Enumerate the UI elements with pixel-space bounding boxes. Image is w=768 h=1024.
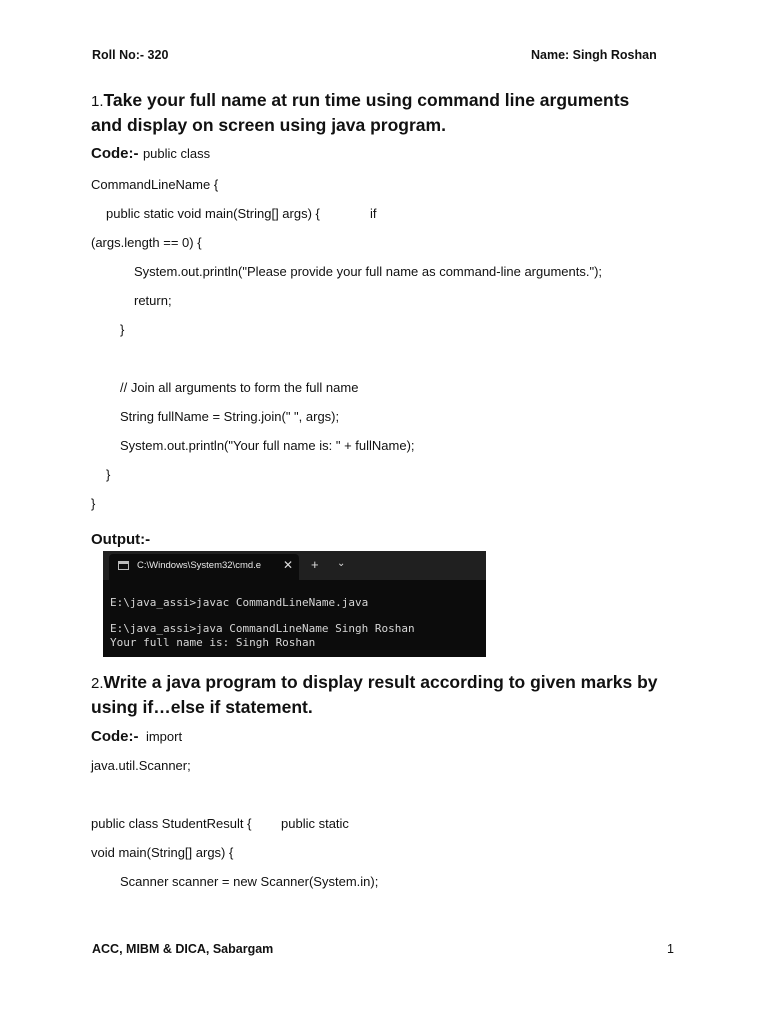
q2-title-text: Write a java program to display result according to given marks by: [103, 672, 658, 692]
code-line: (args.length == 0) {: [91, 235, 202, 250]
chevron-down-icon: ⌄: [337, 558, 346, 569]
close-icon: ✕: [283, 558, 294, 572]
q2-title-line2: using if…else if statement.: [91, 697, 313, 717]
footer-institution: ACC, MIBM & DICA, Sabargam: [92, 942, 274, 956]
code-line: public static: [281, 816, 349, 831]
code-line: }: [106, 467, 111, 482]
q1-code-label: Code:-: [91, 145, 139, 162]
terminal-screenshot: [103, 551, 486, 657]
cmd-icon: [118, 561, 129, 570]
roll-number: Roll No:- 320: [92, 48, 169, 62]
code-line: if: [370, 206, 377, 221]
terminal-line: E:\java_assi>javac CommandLineName.java: [110, 596, 369, 609]
code-line: void main(String[] args) {: [91, 845, 234, 860]
code-line: System.out.println("Your full name is: " + fullName);: [120, 438, 415, 453]
q1-title-text: Take your full name at run time using command line arguments: [103, 90, 630, 110]
code-line: return;: [134, 293, 172, 308]
code-line: }: [91, 496, 96, 511]
q1-code-first-line: [91, 145, 210, 163]
terminal-tab: [109, 554, 299, 580]
q1-number: 1.: [91, 93, 104, 110]
q2-code-first-line: [91, 728, 182, 746]
code-line: java.util.Scanner;: [91, 758, 191, 773]
terminal-tab-bar: [103, 551, 486, 580]
code-line: CommandLineName {: [91, 177, 219, 192]
code-line: import: [145, 729, 183, 744]
code-line: public static void main(String[] args) {: [106, 206, 320, 221]
terminal-line: E:\java_assi>java CommandLineName Singh Roshan: [110, 622, 415, 635]
new-tab-icon: +: [311, 557, 319, 572]
q2-title-line1: [91, 670, 658, 696]
code-line: public class: [142, 146, 211, 161]
q2-code-label: Code:-: [91, 728, 139, 745]
code-line: // Join all arguments to form the full name: [120, 380, 359, 395]
code-line: System.out.println("Please provide your full name as command-line arguments.");: [134, 264, 603, 279]
code-line: Scanner scanner = new Scanner(System.in);: [120, 874, 379, 889]
q1-title-line2: and display on screen using java program.: [91, 115, 446, 135]
q1-title-line1: [91, 88, 629, 114]
q2-number: 2.: [91, 675, 104, 692]
student-name: Name: Singh Roshan: [531, 48, 657, 62]
terminal-line: Your full name is: Singh Roshan: [110, 636, 316, 649]
code-line: }: [120, 322, 125, 337]
output-label: Output:-: [91, 531, 151, 548]
code-line: public class StudentResult {: [91, 816, 252, 831]
terminal-tab-title: C:\Windows\System32\cmd.e: [137, 560, 262, 571]
page-number: 1: [667, 942, 674, 956]
code-line: String fullName = String.join(" ", args);: [120, 409, 340, 424]
